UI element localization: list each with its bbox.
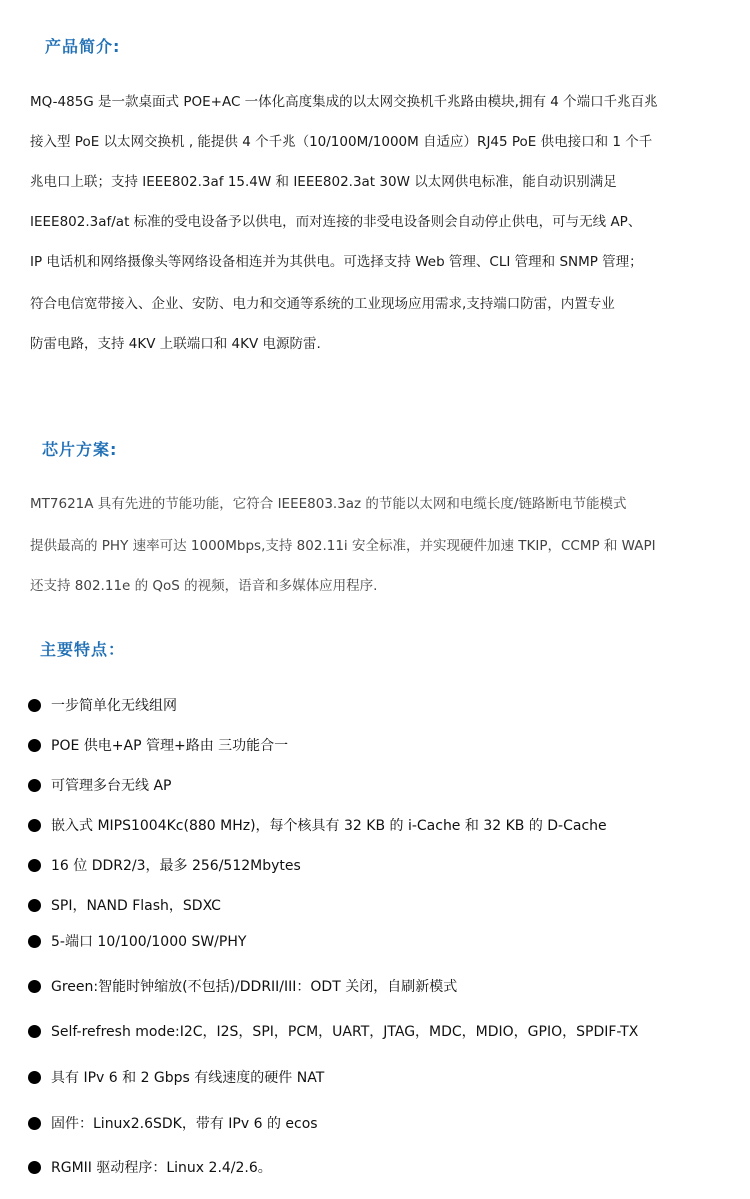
product-intro-line: 接入型 PoE 以太网交换机 , 能提供 4 个千兆（10/100M/1000M 自适应）RJ45 PoE 供电接口和 1 个千 — [30, 134, 653, 150]
product-intro-heading: 产品简介: — [45, 37, 121, 56]
product-intro-line: 符合电信宽带接入、企业、安防、电力和交通等系统的工业现场应用需求,支持端口防雷，内置专业 — [30, 296, 615, 312]
features-heading: 主要特点： — [40, 640, 126, 659]
chip-solution-line: 还支持 802.11e 的 QoS 的视频，语音和多媒体应用程序. — [30, 578, 378, 594]
feature-item-text: 可管理多台无线 AP — [51, 778, 172, 794]
product-intro-line: IEEE802.3af/at 标准的受电设备予以供电，而对连接的非受电设备则会自动停止供电，可与无线 AP、 — [30, 214, 642, 230]
feature-item — [28, 695, 177, 715]
chip-solution-heading: 芯片方案: — [42, 440, 118, 459]
feature-item — [28, 1113, 318, 1133]
feature-item-text: 嵌入式 MIPS1004Kc(880 MHz)，每个核具有 32 KB 的 i-Cache 和 32 KB 的 D-Cache — [51, 818, 607, 834]
feature-item-text: Green:智能时钟缩放(不包括)/DDRII/III：ODT 关闭，自刷新模式 — [51, 979, 458, 995]
chip-solution-line: MT7621A 具有先进的节能功能，它符合 IEEE803.3az 的节能以太网和电缆长度/链路断电节能模式 — [30, 496, 627, 512]
feature-item-text: 具有 IPv 6 和 2 Gbps 有线速度的硬件 NAT — [51, 1070, 325, 1086]
feature-item — [28, 1021, 638, 1041]
feature-item — [28, 895, 221, 915]
feature-item — [28, 1157, 272, 1177]
feature-item — [28, 931, 246, 951]
chip-solution-line: 提供最高的 PHY 速率可达 1000Mbps,支持 802.11i 安全标准，并实现硬件加速 TKIP，CCMP 和 WAPI — [30, 538, 656, 554]
feature-item-text: 16 位 DDR2/3，最多 256/512Mbytes — [51, 858, 301, 874]
bullet-dot-icon — [28, 739, 41, 752]
product-intro-line: IP 电话机和网络摄像头等网络设备相连并为其供电。可选择支持 Web 管理、CLI 管理和 SNMP 管理； — [30, 254, 643, 270]
feature-item — [28, 976, 457, 996]
feature-item-text: Self-refresh mode:I2C，I2S，SPI，PCM，UART，JTAG，MDC，MDIO，GPIO，SPDIF-TX — [51, 1024, 639, 1040]
feature-item-text: POE 供电+AP 管理+路由 三功能合一 — [51, 738, 289, 754]
product-intro-line: MQ-485G 是一款桌面式 POE+AC 一体化高度集成的以太网交换机千兆路由模块,拥有 4 个端口千兆百兆 — [30, 94, 658, 110]
feature-item — [28, 855, 301, 875]
bullet-dot-icon — [28, 1117, 41, 1130]
bullet-dot-icon — [28, 935, 41, 948]
bullet-dot-icon — [28, 1025, 41, 1038]
feature-item-text: 5-端口 10/100/1000 SW/PHY — [51, 934, 247, 950]
bullet-dot-icon — [28, 819, 41, 832]
feature-item — [28, 1067, 324, 1087]
bullet-dot-icon — [28, 980, 41, 993]
feature-item-text: SPI，NAND Flash，SDXC — [51, 898, 221, 914]
bullet-dot-icon — [28, 899, 41, 912]
feature-item-text: 一步简单化无线组网 — [51, 698, 177, 714]
feature-item — [28, 735, 288, 755]
bullet-dot-icon — [28, 1071, 41, 1084]
product-intro-line: 兆电口上联；支持 IEEE802.3af 15.4W 和 IEEE802.3at 30W 以太网供电标准，能自动识别满足 — [30, 174, 617, 190]
bullet-dot-icon — [28, 1161, 41, 1174]
bullet-dot-icon — [28, 699, 41, 712]
product-intro-line: 防雷电路，支持 4KV 上联端口和 4KV 电源防雷. — [30, 336, 321, 352]
bullet-dot-icon — [28, 859, 41, 872]
feature-item — [28, 775, 171, 795]
feature-item-text: RGMII 驱动程序：Linux 2.4/2.6。 — [51, 1160, 272, 1176]
feature-item — [28, 815, 607, 835]
bullet-dot-icon — [28, 779, 41, 792]
feature-item-text: 固件：Linux2.6SDK，带有 IPv 6 的 ecos — [51, 1116, 318, 1132]
